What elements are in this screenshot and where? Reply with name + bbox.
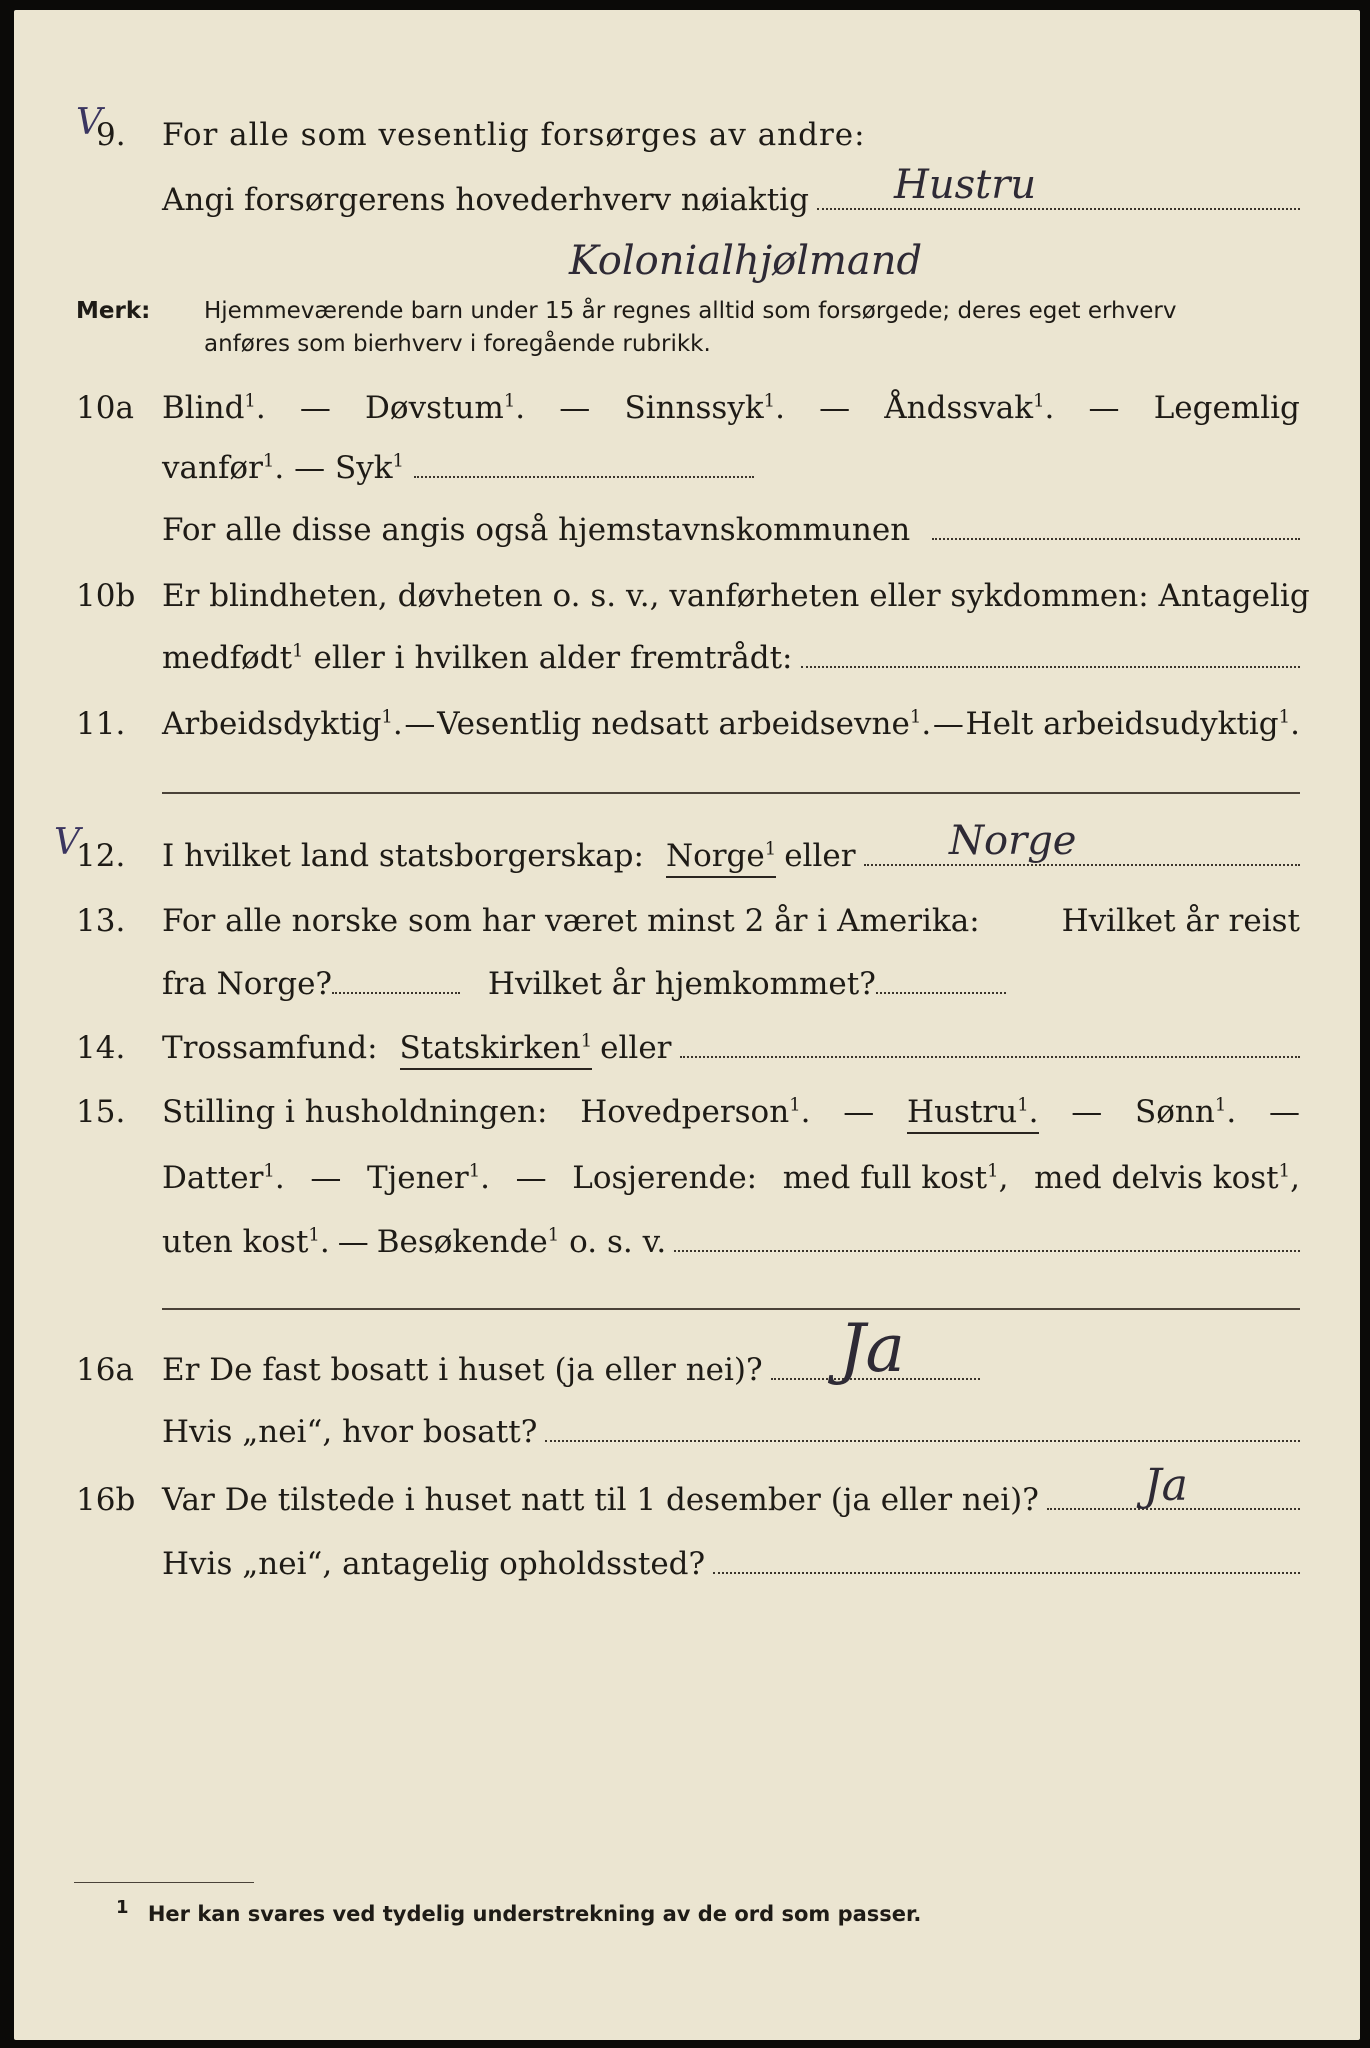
- answer-field-citizenship[interactable]: [864, 836, 1300, 866]
- question-10b-line-2: [14, 638, 1360, 678]
- handwritten-answer: Norge: [949, 818, 1077, 864]
- handwritten-answer: Ja: [839, 1310, 905, 1387]
- handwritten-answer: Ja: [1144, 1460, 1188, 1511]
- divider: [162, 792, 1300, 794]
- option-hustru[interactable]: Hustru$^1$.: [907, 1092, 1038, 1134]
- question-text: Stilling i husholdningen:: [162, 1094, 548, 1130]
- question-9-line-2: [14, 180, 1360, 220]
- question-text: Er De fast bosatt i huset (ja eller nei)?: [162, 1352, 763, 1388]
- option-tjener[interactable]: Tjener$^1$.: [366, 1160, 491, 1196]
- option-norge[interactable]: Norge$^1$: [666, 836, 776, 878]
- question-text: For alle som vesentlig forsørges av andre:: [162, 117, 866, 153]
- answer-field-religion[interactable]: [680, 1028, 1301, 1058]
- question-11: [14, 704, 1360, 744]
- question-text: Er blindheten, døvheten o. s. v., vanførheten eller sykdommen: Antagelig: [162, 578, 1310, 614]
- footnote-rule: [74, 1882, 254, 1883]
- answer-field-year-returned[interactable]: [876, 964, 1006, 994]
- footnote-mark: 1: [116, 1897, 129, 1918]
- note-text-2: anføres som bierhverv i foregående rubrikk.: [204, 331, 711, 357]
- question-number: 16b: [76, 1482, 136, 1518]
- question-15: 15. Stilling i husholdningen: Hovedperson$^1$. — Hustru$^1$. — Sønn$^1$. —: [14, 1092, 1360, 1132]
- option-vanfor[interactable]: vanfør$^1$.: [162, 450, 285, 486]
- answer-field-year-left[interactable]: [332, 964, 460, 994]
- question-number: 10b: [76, 578, 136, 614]
- option-sinnssyk[interactable]: Sinnssyk$^1$.: [624, 390, 785, 426]
- question-number: 15.: [76, 1094, 126, 1130]
- option-legemlig[interactable]: Legemlig: [1153, 390, 1300, 426]
- option-syk[interactable]: Syk$^1$: [334, 450, 404, 486]
- question-10a-line-3: [14, 510, 1360, 550]
- question-text: Hvis „nei“, hvor bosatt?: [162, 1414, 538, 1450]
- option-dovstum[interactable]: Døvstum$^1$.: [365, 390, 526, 426]
- question-16a-line-2: [14, 1412, 1360, 1452]
- option-full-kost[interactable]: med full kost$^1$,: [782, 1160, 1009, 1196]
- check-mark-icon: V: [54, 822, 80, 863]
- question-number: 11.: [76, 706, 126, 742]
- question-text: Var De tilstede i huset natt til 1 desember (ja eller nei)?: [162, 1482, 1039, 1518]
- question-13-line-2: [14, 964, 1360, 1004]
- answer-field-residence[interactable]: [545, 1412, 1300, 1442]
- option-list: Blind$^1$. — Døvstum$^1$. — Sinnssyk$^1$. — Åndssvak$^1$. — Legemlig: [162, 390, 1300, 426]
- question-13: [14, 901, 1360, 941]
- handwritten-answer: Kolonialhjølmand: [569, 238, 923, 284]
- question-number: 12.: [76, 838, 126, 874]
- question-text: Trossamfund:: [162, 1030, 378, 1066]
- answer-field-illness[interactable]: [414, 448, 754, 478]
- option-statskirken[interactable]: Statskirken$^1$: [400, 1028, 593, 1070]
- question-10a: [14, 388, 1360, 428]
- option-nedsatt-arbeidsevne[interactable]: Vesentlig nedsatt arbeidsevne$^1$.: [437, 706, 932, 742]
- question-text: fra Norge?: [162, 966, 333, 1002]
- divider: [162, 1308, 1300, 1310]
- question-number: 16a: [76, 1352, 134, 1388]
- option-uten-kost[interactable]: uten kost$^1$.: [162, 1224, 330, 1260]
- question-14: 14. Trossamfund: Statskirken$^1$ eller: [14, 1028, 1360, 1068]
- answer-field-household-role[interactable]: [674, 1222, 1300, 1252]
- question-text: For alle norske som har været minst 2 år i Amerika:: [162, 903, 980, 939]
- question-9: [14, 115, 1360, 155]
- option-datter[interactable]: Datter$^1$.: [162, 1160, 285, 1196]
- question-15-line-3: uten kost$^1$. — Besøkende$^1$ o. s. v.: [14, 1222, 1360, 1262]
- option-sonn[interactable]: Sønn$^1$.: [1135, 1094, 1237, 1130]
- question-text: Angi forsørgerens hovederhverv nøiaktig: [162, 182, 809, 218]
- question-10a-line-2: vanfør$^1$. — Syk$^1$: [14, 448, 1360, 488]
- answer-field-onset-age[interactable]: [801, 638, 1300, 668]
- option-hovedperson[interactable]: Hovedperson$^1$.: [580, 1094, 811, 1130]
- note-label: Merk:: [76, 298, 151, 324]
- question-text: I hvilket land statsborgerskap:: [162, 838, 644, 874]
- answer-field-whereabouts[interactable]: [713, 1544, 1300, 1574]
- question-number: 10a: [76, 390, 134, 426]
- note-text: Hjemmeværende barn under 15 år regnes alltid som forsørgede; deres eget erhverv: [204, 298, 1177, 324]
- option-andssvak[interactable]: Åndssvak$^1$.: [884, 390, 1055, 426]
- question-12: 12. I hvilket land statsborgerskap: Norge$^1$ eller: [14, 836, 1360, 876]
- option-blind[interactable]: Blind$^1$.: [162, 390, 266, 426]
- question-number: 14.: [76, 1030, 126, 1066]
- question-text: eller i hvilken alder fremtrådt:: [313, 640, 793, 676]
- option-arbeidsudyktig[interactable]: Helt arbeidsudyktig$^1$.: [965, 706, 1300, 742]
- question-15-line-2: Datter$^1$. — Tjener$^1$. — Losjerende: med full kost$^1$, med delvis kost$^1$,: [162, 1160, 1300, 1196]
- question-text: Losjerende:: [572, 1160, 758, 1196]
- answer-field-provider-occupation[interactable]: [817, 180, 1300, 210]
- question-text: Hvilket år hjemkommet?: [487, 966, 876, 1002]
- option-arbeidsdyktig[interactable]: Arbeidsdyktig$^1$.: [162, 706, 403, 742]
- option-besokende[interactable]: Besøkende$^1$: [376, 1224, 560, 1260]
- question-text: Hvis „nei“, antagelig opholdssted?: [162, 1546, 706, 1582]
- question-10b: [14, 576, 1360, 616]
- question-number: 13.: [76, 903, 126, 939]
- question-16b-line-2: [14, 1544, 1360, 1584]
- option-list: Arbeidsdyktig$^1$. — Vesentlig nedsatt arbeidsevne$^1$. — Helt arbeidsudyktig$^1$.: [162, 706, 1300, 742]
- question-number: 9.: [96, 117, 126, 153]
- question-16a: [14, 1350, 1360, 1390]
- footnote-text: Her kan svares ved tydelig understrekning av de ord som passer.: [147, 1902, 922, 1926]
- census-form-page: [14, 10, 1360, 2040]
- question-text: For alle disse angis også hjemstavnskommunen: [162, 512, 911, 548]
- option-medfodt[interactable]: medfødt$^1$: [162, 640, 304, 676]
- check-mark-icon: V: [76, 102, 102, 143]
- answer-field-home-municipality[interactable]: [932, 510, 1300, 540]
- question-text: Hvilket år reist: [1061, 903, 1300, 939]
- option-delvis-kost[interactable]: med delvis kost$^1$,: [1034, 1160, 1300, 1196]
- handwritten-answer: Hustru: [894, 162, 1037, 208]
- footnote: [116, 1898, 921, 1930]
